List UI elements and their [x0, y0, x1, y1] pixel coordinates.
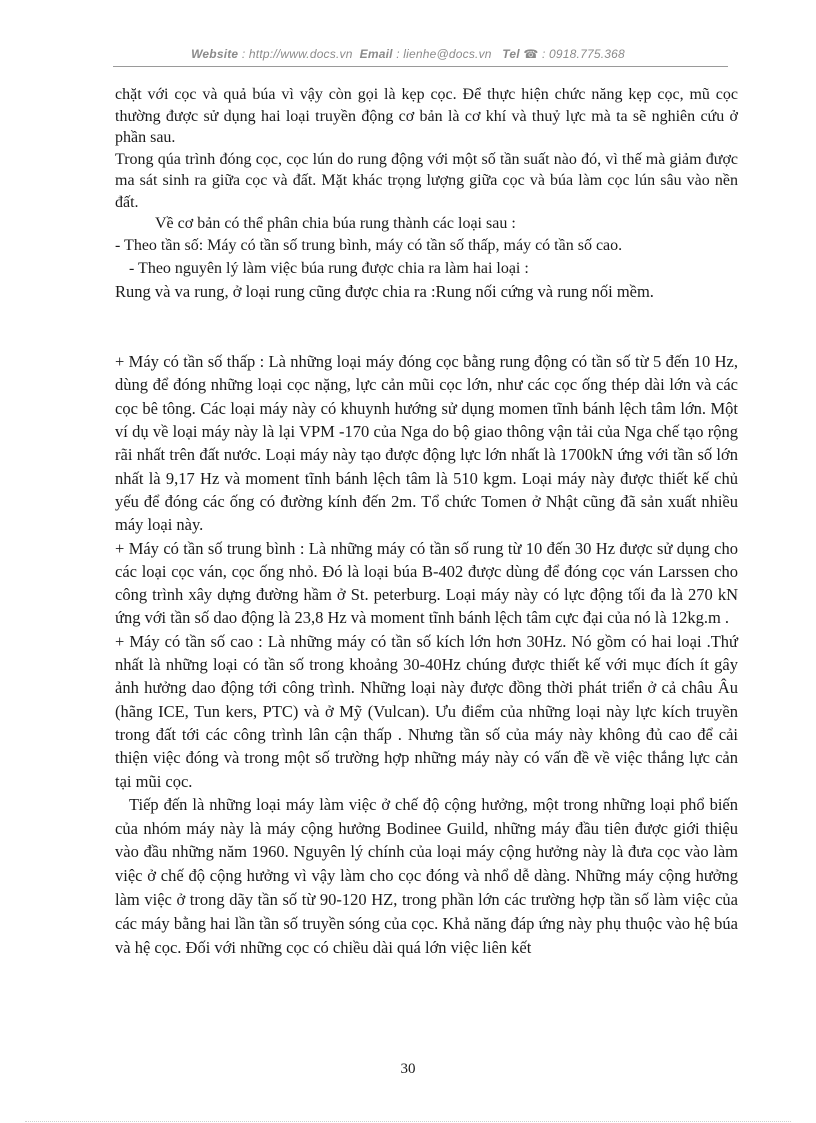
- header-divider: [113, 66, 728, 67]
- paragraph-vibration-types: Rung và va rung, ở loại rung cũng được chia ra :Rung nối cứng và rung nối mềm.: [115, 281, 654, 301]
- paragraph-driving-process: Trong qúa trình đóng cọc, cọc lún do rung động với một số tần suất nào đó, vì thế mà giảm được ma sát sinh ra giữa cọc và đất. Mặt khác trọng lượng giữa cọc và búa làm cọc lún sâu vào nền đất.: [115, 150, 738, 211]
- page-header: [0, 47, 816, 61]
- website-url[interactable]: : http://www.docs.vn: [241, 47, 353, 61]
- document-body: [115, 84, 738, 959]
- section-spacer: [115, 303, 738, 350]
- footer-divider: [25, 1121, 791, 1122]
- paragraph-by-frequency: - Theo tần số: Máy có tần số trung bình, máy có tần số thấp, máy có tần số cao.: [115, 237, 623, 255]
- tel-number: ☎ : 0918.775.368: [523, 47, 625, 61]
- page-number: 30: [400, 1061, 416, 1077]
- paragraph-high-frequency: + Máy có tần số cao : Là những máy có tần số kích lớn hơn 30Hz. Nó gồm có hai loại .Thứ nhất là những loại có tần số trong khoảng 30-40Hz chúng được thiết kế với mục đích ít gây ảnh hưởng dao động tới công trình. Những loại này được đồng thời phát triển ở cả châu Âu (hãng ICE, Tun kers, PTC) và ở Mỹ (Vulcan). Ưu điểm của những loại này lực kích truyền trong đất tới các công trình lân cận thấp . Nhưng tần số của máy này không đủ cao để cải thiện việc đóng và trong một số trường hợp những máy này có vấn đề về việc thắng lực cản tại mũi cọc.: [115, 631, 738, 791]
- email-label: Email: [359, 47, 393, 61]
- website-label: Website: [191, 47, 239, 61]
- email-address[interactable]: : lienhe@docs.vn: [396, 47, 492, 61]
- tel-label: Tel: [502, 47, 520, 61]
- paragraph-low-frequency: + Máy có tần số thấp : Là những loại máy đóng cọc bằng rung động có tần số từ 5 đến 10 Hz, dùng để đóng những loại cọc nặng, lực cản mũi cọc lớn, như các cọc ống thép dài lớn và các cọc bê tông. Các loại máy này có khuynh hướng sử dụng momen tĩnh bánh lệch tâm lớn. Một ví dụ về loại máy này là lại VPM -170 của Nga do bộ giao thông vận tải của Nga chế tạo rộng rãi nhất trên đất nước. Loại máy này tạo được động lực lớn nhất là 1700kN ứng với tần số lớn nhất là 9,17 Hz và moment tĩnh bánh lệch tâm là 510 kgm. Loại máy này được thiết kế chủ yếu để đóng các ống có đường kính đến 2m. Tổ chức Tomen ở Nhật cũng đã sản xuất nhiều máy loại này.: [115, 352, 738, 535]
- paragraph-resonance: Tiếp đến là những loại máy làm việc ở chế độ cộng hưởng, một trong những loại phổ biến của nhóm máy này là máy cộng hưởng Bodinee Guild, những máy đầu tiên được giới thiệu vào đầu những năm 1960. Nguyên lý chính của loại máy cộng hưởng này là đưa cọc vào làm việc ở chế độ cộng hưởng vì vậy làm cho cọc đóng và nhổ dễ dàng. Những máy cộng hưởng làm việc ở trong dãy tần số từ 90-120 HZ, trong phần lớn các trường hợp tần số làm việc của các máy bằng hai lần tần số truyền sóng của cọc. Khả năng đáp ứng này phụ thuộc vào hệ búa và hệ cọc. Đối với những cọc có chiều dài quá lớn việc liên kết: [115, 794, 738, 957]
- paragraph-medium-frequency: + Máy có tần số trung bình : Là những máy có tần số rung từ 10 đến 30 Hz được sử dụng cho các loại cọc ván, cọc ống nhỏ. Đó là loại búa B-402 được dùng để đóng cọc ván Larssen cho công trình xây dựng đường hầm ở St. peterburg. Loại máy này có lực động tối đa là 270 kN ứng với tần số dao động là 23,8 Hz và moment tĩnh bánh lệch tâm cực đại của nó là 12kg.m .: [115, 538, 738, 628]
- paragraph-classification-intro: Về cơ bản có thể phân chia búa rung thành các loại sau :: [155, 215, 516, 232]
- paragraph-clamp: chặt với cọc và quả búa vì vậy còn gọi là kẹp cọc. Để thực hiện chức năng kẹp cọc, mũ cọc thường được sử dụng hai loại truyền động cơ bản là cơ khí và thuỷ lực mà ta sẽ nghiên cứu ở phần sau.: [115, 86, 738, 146]
- paragraph-by-principle: - Theo nguyên lý làm việc búa rung được chia ra làm hai loại :: [129, 259, 529, 277]
